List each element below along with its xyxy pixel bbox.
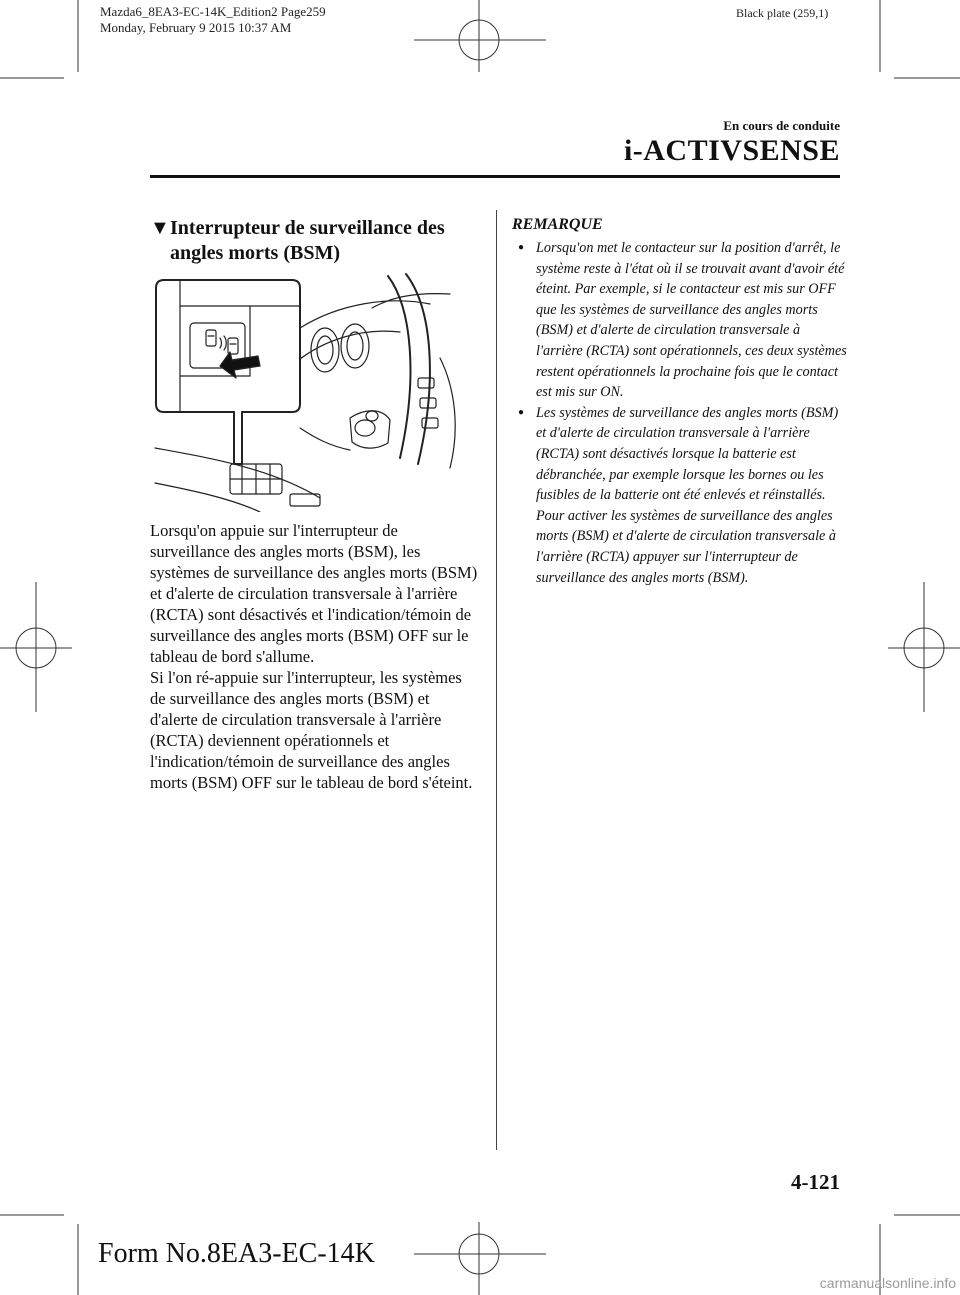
bsm-switch-figure [150, 268, 480, 512]
remark-item [512, 403, 847, 588]
remark-text-2: Les systèmes de surveillance des angles morts (BSM) et d'alerte de circulation transversale à l'arrière (RCTA) sont désactivés lorsque la batterie est débranchée, par exemple lorsque les bornes ou les fusibles de la batterie ont été enlevés et réinstallés. Pour activer les systèmes de surveillance des angles morts (BSM) et d'alerte de circulation transversale à l'arrière (RCTA) appuyer sur l'interrupteur de surveillance des angles morts (BSM). [536, 404, 839, 586]
column-divider [496, 210, 497, 1150]
body-text [150, 520, 480, 793]
remark-list [512, 238, 847, 588]
header-rule [150, 175, 840, 178]
bsm-switch-illustration-icon [150, 268, 480, 512]
bullet-icon: ● [518, 242, 525, 253]
print-meta [100, 4, 326, 36]
heading-line-2: angles morts (BSM) [170, 242, 340, 264]
body-paragraph-2: Si l'on ré-appuie sur l'interrupteur, les systèmes de surveillance des angles morts (BSM) et d'alerte de circulation transversale à l'arrière (RCTA) deviennent opérationnels et l'indication/témoin de surveillance des angles morts (BSM) OFF sur le tableau de bord s'éteint. [150, 668, 473, 792]
print-date-line: Monday, February 9 2015 10:37 AM [100, 20, 292, 35]
remark-item [512, 238, 847, 403]
black-plate-label: Black plate (259,1) [736, 6, 829, 20]
section-subtitle: En cours de conduite [723, 118, 840, 133]
body-paragraph-1: Lorsqu'on appuie sur l'interrupteur de surveillance des angles morts (BSM), les systèmes de surveillance des angles morts (BSM) et d'alerte de circulation transversale à l'arrière (RCTA) sont désactivés et l'indication/témoin de surveillance des angles morts (BSM) OFF sur le tableau de bord s'allume. [150, 521, 478, 666]
heading-line-1: Interrupteur de surveillance des [170, 217, 445, 239]
bullet-icon: ● [518, 406, 525, 418]
heading-triangle-icon: ▼ [150, 217, 170, 239]
page-number: 4-121 [791, 1170, 840, 1194]
section-title: i-ACTIVSENSE [623, 134, 840, 167]
section-heading [150, 216, 475, 266]
watermark-link[interactable]: carmanualsonline.info [819, 1275, 956, 1291]
print-file-line: Mazda6_8EA3-EC-14K_Edition2 Page259 [100, 4, 326, 19]
form-number: Form No.8EA3-EC-14K [98, 1238, 375, 1269]
remark-title: REMARQUE [512, 216, 603, 233]
remark-text-1: Lorsqu'on met le contacteur sur la position d'arrêt, le système reste à l'état où il se trouvait avant d'avoir été éteint. Par exemple, si le contacteur est mis sur OFF que les systèmes de surveillance des angles morts (BSM) et d'alerte de circulation transversale à l'arrière (RCTA) sont opérationnels, ces deux systèmes restent opérationnels la prochaine fois que le contact est mis sur ON. [536, 240, 847, 401]
